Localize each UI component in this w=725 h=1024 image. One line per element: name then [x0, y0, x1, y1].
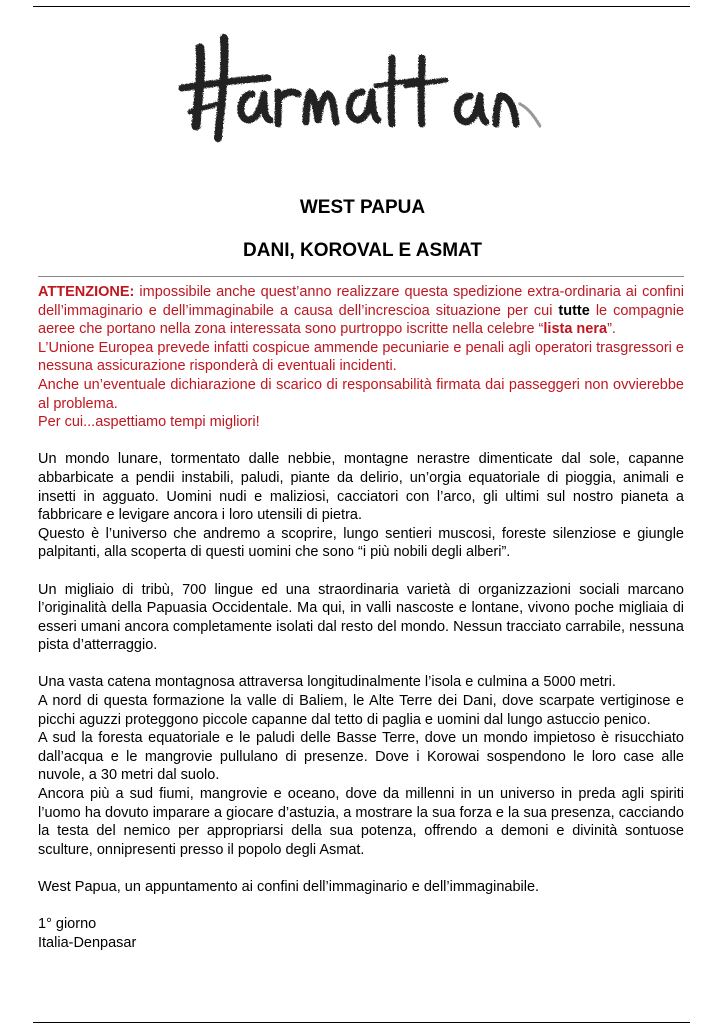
- body-paragraph: Questo è l’universo che andremo a scoprire, lungo sentieri muscosi, foreste silenziose e giungle palpitanti, alla scoperta di questi uomini che sono “i più nobili degli alberi”.: [38, 525, 684, 561]
- itinerary-day-route: Italia-Denpasar: [38, 934, 137, 951]
- section-divider: [38, 276, 684, 277]
- warning-paragraph-declaration: Anche un’eventuale dichiarazione di scarico di responsabilità firmata dai passeggeri non ovvierebbe al problema.: [38, 376, 684, 412]
- body-paragraph: West Papua, un appuntamento ai confini dell’immaginario e dell’immaginabile.: [38, 879, 540, 895]
- warning-text-1: impossibile anche quest’anno realizzare questa spedizione extra-ordinaria ai confini dell’immaginario e dell’immaginabile a causa dell’increscioa situazione per cui: [38, 284, 684, 319]
- warning-text-3: ”.: [607, 321, 616, 338]
- itinerary-day-label: 1° giorno: [38, 916, 97, 933]
- body-paragraph: A nord di questa formazione la valle di Baliem, le Alte Terre dei Dani, dove scarpate vertiginose e picchi aguzzi proteggono piccole capanne dal tetto di paglia e uomini dal lungo astuccio penico.: [38, 693, 684, 728]
- top-rule: [33, 6, 690, 7]
- warning-paragraph-closing: Per cui...aspettiamo tempi migliori!: [38, 414, 260, 431]
- warning-emphasis-tutte: tutte: [558, 302, 590, 319]
- warning-paragraph: [38, 283, 684, 339]
- body-paragraph: Un mondo lunare, tormentato dalle nebbie, montagne nerastre dimenticate dal sole, capanne abbarbicate a pendii instabili, paludi, piante da delirio, un’orgia equatoriale di pioggia, animali e insetti in agguato. Uomini nudi e maliziosi, cacciatori con l’arco, gli ultimi sul nostro pianeta a fabbricare e levigare ancora i loro utensili di pietra.: [38, 451, 684, 524]
- warning-label: ATTENZIONE:: [38, 284, 135, 300]
- warning-paragraph-eu: L’Unione Europea prevede infatti cospicue ammende pecuniarie e penali agli operatori trasgressori e nessuna assicurazione risponderà di eventuali incidenti.: [38, 339, 684, 375]
- body-paragraph: Ancora più a sud fiumi, mangrovie e oceano, dove da millenni in un universo in preda agli spiriti l’uomo ha dovuto imparare a giocare d’astuzia, a mostrare la sua forza e la sua presenza, cacciando la testa del nemico per appropriarsi della sua potenza, offrendo a demoni e divinità sontuose sculture, onnipresenti presso il popolo degli Asmat.: [38, 786, 684, 858]
- harmattan-logo: [178, 28, 548, 152]
- warning-emphasis-lista-nera: lista nera: [543, 321, 608, 338]
- warning-text-2: le compagnie aeree che portano nella zona interessata sono purtroppo iscritte nella celebre “: [38, 302, 685, 338]
- body-paragraph: Una vasta catena montagnosa attraversa longitudinalmente l’isola e culmina a 5000 metri.: [38, 674, 616, 691]
- page-title: WEST PAPUA: [299, 197, 426, 218]
- body-paragraph: A sud la foresta equatoriale e le paludi delle Basse Terre, dove un mondo impietoso è risucchiato dall’acqua e le mangrovie pullulano di presenze. Dove i Korowai sospendono le loro case alle nuvole, a 30 metri dal suolo.: [38, 730, 684, 784]
- bottom-rule: [33, 1022, 690, 1023]
- page-subtitle: DANI, KOROVAL E ASMAT: [243, 240, 482, 261]
- harmattan-logo-icon: [178, 28, 548, 152]
- document-body: [38, 283, 684, 952]
- body-paragraph: Un migliaio di tribù, 700 lingue ed una straordinaria varietà di organizzazioni sociali marcano l’originalità della Papuasia Occidentale. Ma qui, in valli nascoste e lontane, vivono poche migliaia di esseri umani ancora completamente isolati dal resto del mondo. Nessun tracciato carrabile, nessuna pista d’atterraggio.: [38, 581, 684, 654]
